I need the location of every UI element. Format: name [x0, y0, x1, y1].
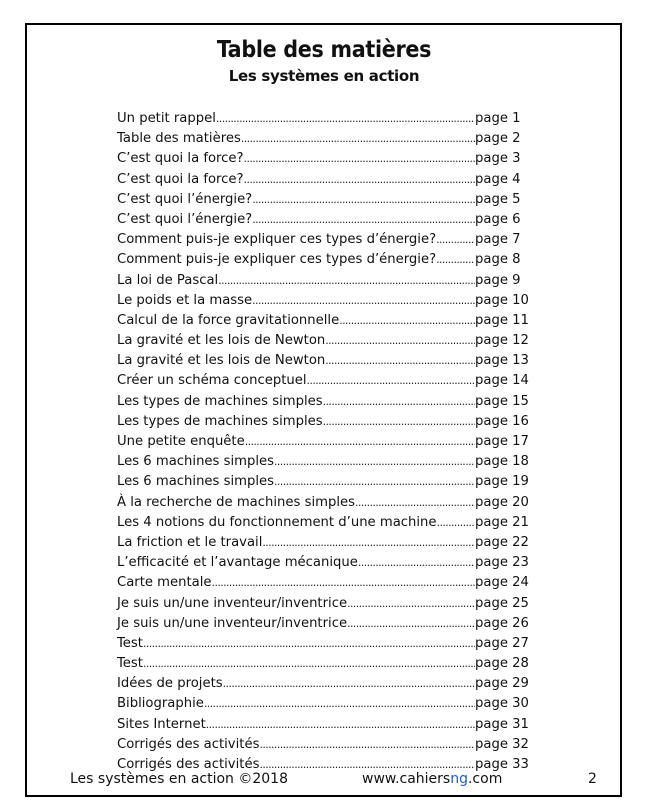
toc-entry-page: page 7 [475, 232, 521, 248]
toc-entry[interactable] [117, 192, 527, 212]
toc-entry-page: page 31 [475, 716, 529, 732]
toc-entry-label: Les 4 notions du fonctionnement d’une machine [117, 514, 437, 530]
toc-entry-label: Un petit rappel [117, 111, 216, 126]
toc-dot-leader [323, 395, 475, 408]
toc-entry[interactable] [117, 252, 527, 272]
toc-entry-label: Test [117, 656, 143, 672]
page-title: Table des matières [216, 37, 432, 63]
toc-dot-leader [216, 112, 475, 125]
toc-entry-page: page 20 [475, 494, 529, 510]
toc-dot-leader [259, 738, 475, 751]
toc-entry-label: Les types de machines simples [117, 413, 323, 429]
toc-entry-page: page 33 [475, 757, 529, 772]
toc-entry-page: page 1 [475, 111, 521, 126]
toc-dot-leader [259, 758, 475, 771]
toc-dot-leader [244, 152, 475, 165]
toc-entry-label: Je suis un/une inventeur/inventrice [117, 595, 348, 611]
toc-entry[interactable] [117, 333, 527, 353]
toc-dot-leader [218, 274, 475, 287]
toc-entry-label: Sites Internet [117, 716, 206, 732]
page-subtitle: Les systèmes en action [228, 67, 420, 85]
toc-entry[interactable] [117, 737, 527, 757]
toc-dot-leader [358, 556, 475, 569]
toc-dot-leader [339, 314, 475, 327]
toc-dot-leader [244, 173, 475, 186]
toc-entry[interactable] [117, 555, 527, 575]
toc-entry-label: C’est quoi l’énergie? [117, 191, 253, 207]
toc-entry[interactable] [117, 596, 527, 616]
toc-entry-page: page 22 [475, 534, 529, 550]
toc-entry-page: page 4 [475, 171, 521, 187]
toc-entry-label: Les types de machines simples [117, 393, 323, 409]
toc-entry-page: page 18 [475, 454, 529, 470]
toc-entry-label: Carte mentale [117, 575, 212, 591]
toc-entry-page: page 8 [475, 252, 521, 268]
toc-entry-label: L’efficacité et l’avantage mécanique [117, 555, 358, 571]
toc-entry[interactable] [117, 394, 527, 414]
toc-dot-leader [347, 617, 475, 630]
toc-entry-page: page 21 [475, 514, 529, 530]
toc-entry-page: page 24 [475, 575, 529, 591]
toc-entry-page: page 10 [475, 292, 529, 308]
toc-entry-label: C’est quoi la force? [117, 151, 244, 167]
footer-copyright: Les systèmes en action ©2018 [70, 771, 288, 787]
toc-entry-label: La friction et le travail [117, 534, 263, 550]
toc-entry[interactable] [117, 535, 527, 555]
toc-dot-leader [262, 536, 475, 549]
toc-dot-leader [252, 294, 475, 307]
toc-entry[interactable] [117, 656, 527, 676]
toc-entry-page: page 16 [475, 413, 529, 429]
toc-entry-page: page 19 [475, 474, 529, 490]
toc-entry-label: Comment puis-je expliquer ces types d’énergie? [117, 232, 437, 248]
toc-entry-page: page 28 [475, 656, 529, 672]
toc-entry[interactable] [117, 111, 527, 131]
toc-entry-label: Idées de projets [117, 676, 223, 692]
toc-entry-page: page 26 [475, 615, 529, 631]
toc-dot-leader [245, 435, 475, 448]
toc-entry[interactable] [117, 575, 527, 595]
toc-dot-leader [436, 233, 475, 246]
toc-dot-leader [212, 576, 475, 589]
toc-entry-page: page 17 [475, 434, 529, 449]
toc-entry-label: C’est quoi la force? [117, 171, 244, 187]
toc-entry[interactable] [117, 414, 527, 434]
toc-entry[interactable] [117, 313, 527, 333]
toc-entry-page: page 32 [475, 736, 529, 752]
footer-website-suffix: .com [467, 771, 503, 787]
toc-entry-label: Corrigés des activités [117, 736, 260, 752]
toc-entry-page: page 27 [475, 635, 529, 651]
table-of-contents [117, 111, 527, 777]
toc-entry[interactable] [117, 676, 527, 696]
toc-entry-page: page 23 [475, 555, 529, 571]
toc-entry-label: Table des matières [117, 131, 241, 147]
toc-dot-leader [355, 496, 475, 509]
toc-entry-page: page 6 [475, 211, 521, 227]
toc-entry[interactable] [117, 353, 527, 373]
footer-website[interactable] [362, 771, 502, 787]
toc-entry[interactable] [117, 212, 527, 232]
toc-entry-label: À la recherche de machines simples [117, 494, 355, 510]
toc-dot-leader [347, 597, 475, 610]
toc-dot-leader [241, 132, 475, 145]
toc-dot-leader [325, 354, 475, 367]
toc-dot-leader [204, 697, 475, 710]
toc-entry-label: Calcul de la force gravitationnelle [117, 312, 340, 328]
toc-entry[interactable] [117, 232, 527, 252]
toc-entry-label: Les 6 machines simples [117, 474, 275, 490]
toc-entry[interactable] [117, 434, 527, 454]
toc-entry[interactable] [117, 717, 527, 737]
toc-entry-page: page 14 [475, 373, 529, 389]
toc-entry[interactable] [117, 151, 527, 171]
toc-entry-page: page 25 [475, 595, 529, 611]
toc-entry-label: La gravité et les lois de Newton [117, 333, 326, 349]
toc-dot-leader [252, 213, 475, 226]
toc-entry[interactable] [117, 616, 527, 636]
toc-dot-leader [437, 516, 475, 529]
toc-entry[interactable] [117, 273, 527, 293]
toc-entry-label: Le poids et la masse [117, 292, 253, 308]
toc-entry-page: page 2 [475, 131, 521, 147]
toc-entry-page: page 30 [475, 696, 529, 712]
toc-dot-leader [206, 718, 475, 731]
toc-entry-page: page 5 [475, 191, 521, 207]
toc-entry[interactable] [117, 636, 527, 656]
toc-dot-leader [307, 374, 475, 387]
toc-entry-label: Créer un schéma conceptuel [117, 373, 307, 389]
toc-entry-page: page 13 [475, 353, 529, 369]
toc-entry[interactable] [117, 131, 527, 151]
toc-entry-label: La loi de Pascal [117, 272, 219, 288]
toc-entry[interactable] [117, 696, 527, 716]
toc-entry[interactable] [117, 495, 527, 515]
toc-entry-page: page 29 [475, 676, 529, 692]
footer-website-accent: ng [450, 771, 468, 787]
toc-dot-leader [436, 253, 475, 266]
toc-dot-leader [325, 334, 475, 347]
toc-entry-label: Je suis un/une inventeur/inventrice [117, 615, 348, 631]
toc-entry-page: page 3 [475, 151, 521, 167]
toc-entry-label: Bibliographie [117, 696, 204, 712]
page-number: 2 [588, 771, 597, 787]
toc-entry-label: La gravité et les lois de Newton [117, 353, 326, 369]
toc-entry[interactable] [117, 454, 527, 474]
toc-entry[interactable] [117, 293, 527, 313]
toc-dot-leader [323, 415, 475, 428]
toc-dot-leader [143, 637, 475, 650]
toc-entry-page: page 9 [475, 272, 521, 288]
toc-entry-label: Les 6 machines simples [117, 454, 275, 470]
toc-entry[interactable] [117, 515, 527, 535]
toc-entry-label: Une petite enquête [117, 434, 245, 449]
toc-entry-page: page 12 [475, 333, 529, 349]
toc-entry-label: Corrigés des activités [117, 757, 260, 772]
toc-entry-page: page 15 [475, 393, 529, 409]
toc-entry-page: page 11 [475, 312, 529, 328]
toc-dot-leader [143, 657, 475, 670]
toc-dot-leader [274, 455, 475, 468]
toc-dot-leader [274, 475, 475, 488]
toc-entry-label: Test [117, 635, 143, 651]
toc-entry[interactable] [117, 474, 527, 494]
footer-website-prefix: www.cahiers [362, 771, 451, 787]
toc-dot-leader [252, 193, 475, 206]
toc-entry[interactable] [117, 172, 527, 192]
toc-entry-label: Comment puis-je expliquer ces types d’énergie? [117, 252, 437, 268]
toc-dot-leader [223, 677, 475, 690]
toc-entry-label: C’est quoi l’énergie? [117, 211, 253, 227]
toc-entry[interactable] [117, 373, 527, 393]
